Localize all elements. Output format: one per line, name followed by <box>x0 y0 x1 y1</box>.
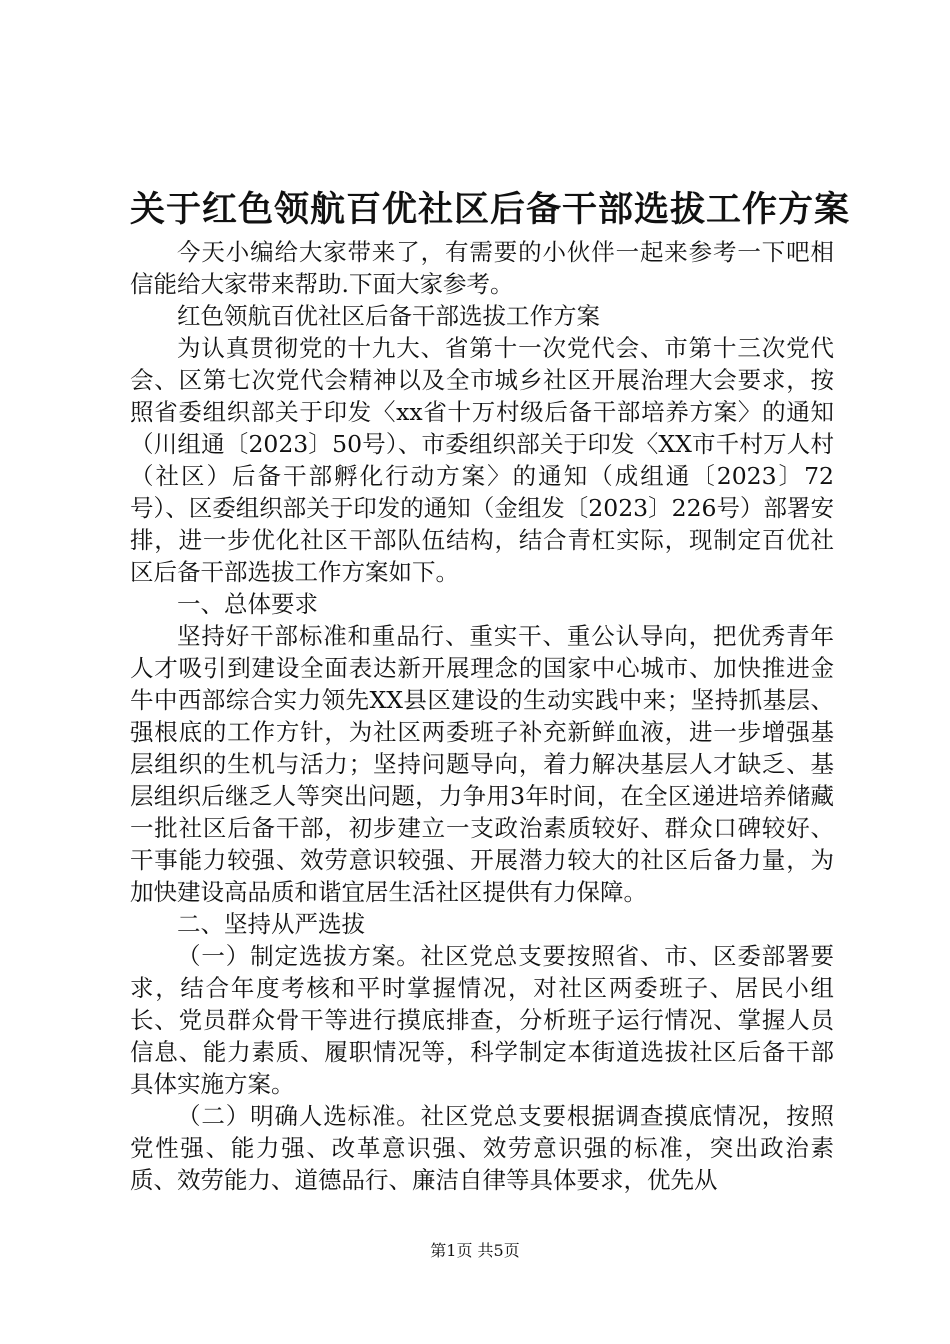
paragraph-background: 为认真贯彻党的十九大、省第十一次党代会、市第十三次党代会、区第七次党代会精神以及全市城乡社区开展治理大会要求，按照省委组织部关于印发〈xx省十万村级后备干部培养方案〉的通知（川组通〔2023〕50号）、市委组织部关于印发〈XX市千村万人村（社区）后备干部孵化行动方案〉的通知（成组通〔2023〕72号）、区委组织部关于印发的通知（金组发〔2023〕226号）部署安排，进一步优化社区干部队伍结构，结合青杠实际，现制定百优社区后备干部选拔工作方案如下。 <box>130 334 834 586</box>
paragraph-candidate-standard: （二）明确人选标准。社区党总支要根据调查摸底情况，按照党性强、能力强、改革意识强、效劳意识强的标准，突出政治素质、效劳能力、道德品行、廉洁自律等具体要求，优先从 <box>130 1102 834 1194</box>
section-heading-1: 一、总体要求 <box>177 590 318 618</box>
document-body <box>130 236 834 1196</box>
paragraph-intro: 今天小编给大家带来了，有需要的小伙伴一起来参考一下吧相信能给大家带来帮助.下面大家参考。 <box>130 238 834 298</box>
section-heading-2: 二、坚持从严选拔 <box>177 910 365 938</box>
paragraph-selection-plan: （一）制定选拔方案。社区党总支要按照省、市、区委部署要求，结合年度考核和平时掌握情况，对社区两委班子、居民小组长、党员群众骨干等进行摸底排查，分析班子运行情况、掌握人员信息、能力素质、履职情况等，科学制定本街道选拔社区后备干部具体实施方案。 <box>130 942 834 1098</box>
paragraph-general-requirements: 坚持好干部标准和重品行、重实干、重公认导向，把优秀青年人才吸引到建设全面表达新开展理念的国家中心城市、加快推进金牛中西部综合实力领先XX县区建设的生动实践中来；坚持抓基层、强根底的工作方针，为社区两委班子补充新鲜血液，进一步增强基层组织的生机与活力；坚持问题导向，着力解决基层人才缺乏、基层组织后继乏人等突出问题，力争用3年时间，在全区递进培养储藏一批社区后备干部，初步建立一支政治素质较好、群众口碑较好、干事能力较强、效劳意识较强、开展潜力较大的社区后备力量，为加快建设高品质和谐宜居生活社区提供有力保障。 <box>130 622 834 906</box>
page-indicator: 第1页 共5页 <box>430 1241 520 1260</box>
paragraph-subtitle: 红色领航百优社区后备干部选拔工作方案 <box>177 302 600 330</box>
document-title: 关于红色领航百优社区后备干部选拔工作方案 <box>130 189 851 230</box>
